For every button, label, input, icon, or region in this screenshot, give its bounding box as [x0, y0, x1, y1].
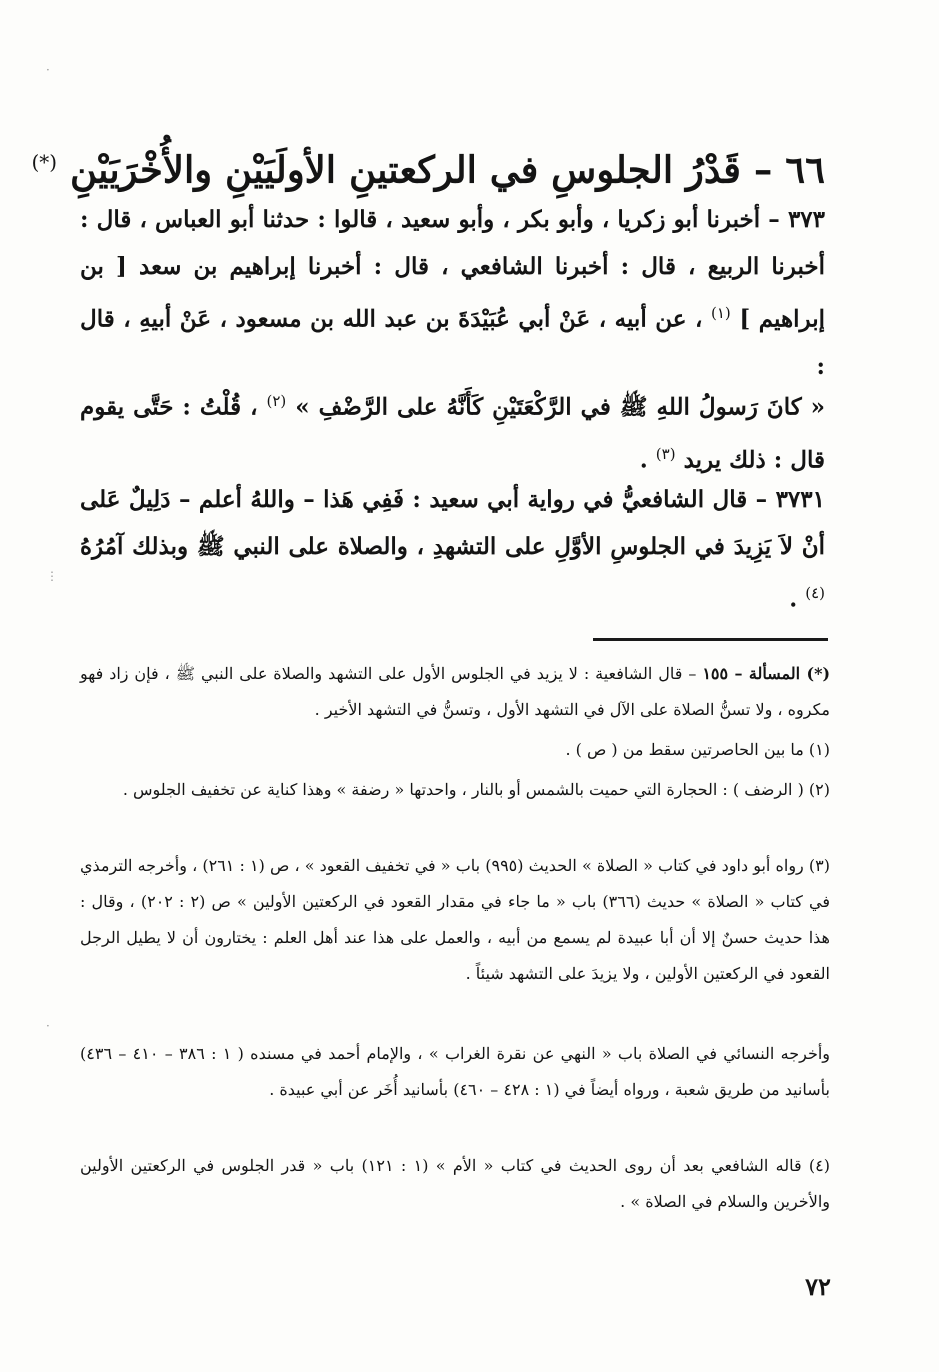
footnote-ref-3: (٣) — [655, 444, 676, 463]
scan-margin-mark-bottom: · — [46, 1019, 50, 1033]
footnote-ref-4: (٤) — [805, 584, 825, 602]
footnote-star-text: – قال الشافعية : لا يزيد في الجلوس الأول على التشهد والصلاة على النبي ﷺ ، فإن زاد فهو مكروه ، ولا تسنُّ الصلاة على الآل في التشهد الأول ، وتسنُّ في التشهد الأخير . — [80, 664, 830, 719]
footnote-divider — [593, 638, 828, 641]
chapter-heading-text: ٦٦ – قَدْرُ الجلوسِ في الركعتينِ الأولَيَيْنِ والأُخْرَيَيْنِ — [70, 147, 825, 192]
footnote-ref-2: (٢) — [266, 392, 287, 410]
chapter-heading — [31, 132, 825, 199]
commentary-text: ٣٧٣١ – قال الشافعيُّ في رواية أبي سعيد : فَفِي هَذا – واللهُ أعلم – دَلِيلٌ عَلى أنْ لاَ يَزِيدَ في الجلوسِ الأوَّلِ على التشهدِ ، والصلاة على النبي ﷺ وبذلك آمُرُهُ — [80, 486, 825, 560]
hadith-text: « كانَ رَسولُ اللهِ ﷺ في الرَّكْعَتَيْنِ كَأَنَّهُ على الرَّضْفِ » — [295, 393, 826, 421]
footnote-1: (١) ما بين الحاصرتين سقط من ( ص ) . — [565, 740, 830, 759]
page-number: ٧٢ — [805, 1272, 831, 1301]
hadith-text-end: ، قُلْتُ : حَتَّى يقوم قال : ذلك يريد — [80, 393, 825, 474]
scan-margin-mark-top: · — [46, 63, 50, 77]
hadith-text-paragraph — [80, 378, 825, 483]
footnote-star — [80, 656, 830, 728]
footnote-4: (٤) قاله الشافعي بعد أن روى الحديث في كتاب « الأم » (١ : ١٢١) باب « قدر الجلوس في الركعتين الأولين والأخرين والسلام في الصلاة » . — [80, 1156, 831, 1211]
footnote-ref-1: (١) — [711, 304, 731, 322]
shafii-commentary-paragraph — [80, 476, 825, 623]
footnote-2: (٢) ( الرضف ) : الحجارة التي حميت بالشمس أو بالنار ، واحدتها « رضفة » وهذا كناية عن تخفيف الجلوس . — [122, 780, 830, 799]
hadith-chain-text-end: ، عن أبيه ، عَنْ أبي عُبَيْدَةَ بن عبد الله بن مسعود ، عَنْ أبيهِ ، قال : — [80, 305, 825, 380]
hadith-chain-paragraph — [80, 196, 825, 390]
heading-footnote-marker: (*) — [31, 150, 58, 174]
footnote-3-continued: وأخرجه النسائي في الصلاة باب « النهي عن نقرة الغراب » ، والإمام أحمد في مسنده ( ١ : ٣٨٦ – ٤١٠ – ٤٣٦) بأسانيد من طريق شعبة ، ورواه أيضاً في (١ : ٤٢٨ – ٤٦٠) بأسانيد أُخَر عن أبي عبيدة . — [80, 1044, 831, 1099]
hadith-text-tail: . — [639, 446, 648, 474]
footnote-3: (٣) رواه أبو داود في كتاب « الصلاة » الحديث (٩٩٥) باب « في تخفيف القعود » ، ص (١ : ٢٦١) ، وأخرجه الترمذي في كتاب « الصلاة » حديث (٣٦٦) باب « ما جاء في مقدار القعود في الركعتين الأولين » ص (٢ : ٢٠٢) ، وقال : هذا حديث حسنٌ إلا أن أبا عبيدة لم يسمع من أبيه ، والعمل على هذا عند أهل العلم : يختارون أن لا يطيل الرجل القعود في الركعتين الأولين ، ولا يزيدَ على التشهد شيئاً . — [80, 856, 831, 983]
footnote-star-label: (*) المسألة – ١٥٥ — [702, 664, 831, 683]
commentary-tail: . — [789, 585, 798, 613]
hadith-chain-text: ٣٧٣ – أخبرنا أبو زكريا ، وأبو بكر ، وأبو سعيد ، قالوا : حدثنا أبو العباس ، قال : أخبرنا الربيع ، قال : أخبرنا الشافعي ، قال : أخبرنا إبراهيم بن سعد [ بن إبراهيم ] — [80, 206, 825, 333]
scan-margin-mark-middle: ⋮ — [46, 569, 58, 583]
